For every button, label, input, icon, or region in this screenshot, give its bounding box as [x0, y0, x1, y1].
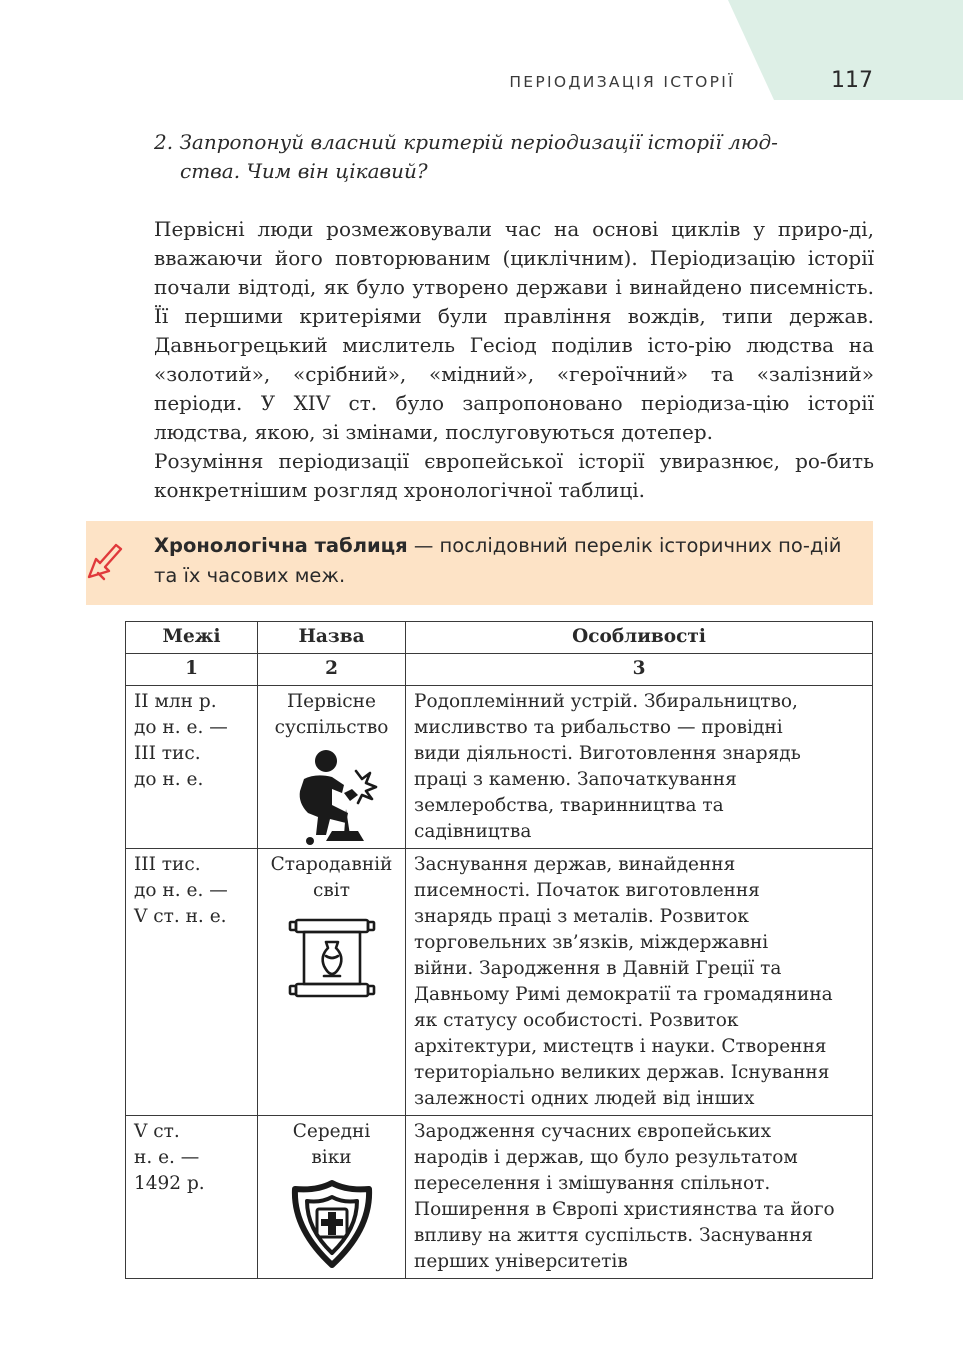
definition-body: — послідовний перелік історичних по-дій та їх часових меж. [154, 534, 842, 587]
description-line: види діяльності. Виготовлення знарядь [414, 743, 801, 764]
row-dates [126, 849, 258, 1116]
description-line: Родоплемінний устрій. Збиральництво, [414, 691, 798, 712]
description-line: торговельних зв’язків, міждержавні [414, 932, 769, 953]
date-line: V ст. [134, 1121, 180, 1142]
paragraph-1-text: Первісні люди розмежовували час на основі циклів у приро-ді, вважаючи його повторюваним (циклічним). Періодизацію історії почали відтоді, як було утворено держави і винайдено писемність. Її першими критеріями були правління вождів, типи держав. Давньогрецький мислитель Гесіод поділив істо-рію людства на «золотий», «срібний», «мідний», «героїчний» та «залізний» періоди. У XIV ст. було запропоновано періодиза-цію історії людства, якою, зі змінами, послуговуються дотепер. [154, 217, 874, 444]
row-name [258, 686, 406, 849]
description-line: землеробства, тваринництва та [414, 795, 724, 816]
page-number: 117 [831, 68, 873, 93]
definition-term: Хронологічна таблиця [154, 534, 408, 557]
scroll-amphora-icon [286, 912, 378, 1004]
date-line: III тис. [134, 854, 201, 875]
table-row [126, 1116, 873, 1279]
description-line: писемності. Початок виготовлення [414, 880, 760, 901]
header-name: Назва [258, 622, 406, 654]
date-line: до н. е. — [134, 717, 228, 738]
date-line: до н. е. [134, 769, 204, 790]
name-line: світ [313, 880, 350, 901]
name-line: віки [311, 1147, 352, 1168]
name-line: суспільство [274, 717, 389, 738]
description-line: Давньому Римі демократії та громадянина [414, 984, 833, 1005]
header-features: Особливості [406, 622, 873, 654]
row-description [406, 1116, 873, 1279]
question [154, 128, 874, 186]
description-line: садівництва [414, 821, 532, 842]
description-line: залежності одних людей від інших [414, 1088, 755, 1109]
date-line: до н. е. — [134, 880, 228, 901]
paragraph-2 [154, 447, 874, 505]
definition-text [154, 531, 862, 591]
description-line: Заснування держав, винайдення [414, 854, 736, 875]
description-line: Зародження сучасних європейських [414, 1121, 772, 1142]
col-number-1: 1 [126, 654, 258, 686]
table-row [126, 849, 873, 1116]
description-line: знарядь праці з металів. Розвиток [414, 906, 749, 927]
table-number-row [126, 654, 873, 686]
running-head: ПЕРІОДИЗАЦІЯ ІСТОРІЇ [509, 73, 735, 91]
description-line: впливу на життя суспільств. Заснування [414, 1225, 813, 1246]
pointer-hand-icon [86, 537, 126, 583]
description-line: архітектури, мистецтв і науки. Створення [414, 1036, 827, 1057]
row-dates [126, 1116, 258, 1279]
paragraph-2-text: Розуміння періодизації європейської історії увиразнює, ро-бить конкретнішим розгляд хронологічної таблиці. [154, 449, 874, 502]
description-line: мисливство та рибальство — провідні [414, 717, 783, 738]
description-line: перших університетів [414, 1251, 628, 1272]
name-line: Стародавній [270, 854, 393, 875]
chronology-table [125, 621, 873, 1279]
description-line: війни. Зародження в Давній Греції та [414, 958, 782, 979]
date-line: II млн р. [134, 691, 217, 712]
date-line: 1492 р. [134, 1173, 205, 1194]
caveman-icon [286, 749, 378, 845]
table-header-row [126, 622, 873, 654]
description-line: народів і держав, що було результатом [414, 1147, 798, 1168]
col-number-2: 2 [258, 654, 406, 686]
header-limits: Межі [126, 622, 258, 654]
description-line: праці з каменю. Започаткування [414, 769, 737, 790]
name-line: Первісне [287, 691, 376, 712]
row-description [406, 849, 873, 1116]
col-number-3: 3 [406, 654, 873, 686]
description-line: територіально великих держав. Існування [414, 1062, 830, 1083]
table-row [126, 686, 873, 849]
description-line: як статусу особистості. Розвиток [414, 1010, 739, 1031]
date-line: III тис. [134, 743, 201, 764]
description-line: Поширення в Європі християнства та його [414, 1199, 835, 1220]
date-line: н. е. — [134, 1147, 200, 1168]
shield-cross-icon [287, 1179, 377, 1269]
row-description [406, 686, 873, 849]
definition-box [86, 521, 873, 605]
row-name [258, 1116, 406, 1279]
paragraph-1 [154, 215, 874, 447]
question-line-1: 2. Запропонуй власний критерій періодизації історії люд- [154, 130, 778, 154]
row-name [258, 849, 406, 1116]
date-line: V ст. н. е. [134, 906, 227, 927]
name-line: Середні [292, 1121, 371, 1142]
description-line: переселення і змішування спільнот. [414, 1173, 771, 1194]
row-dates [126, 686, 258, 849]
question-line-2: ства. Чим він цікавий? [180, 159, 428, 183]
